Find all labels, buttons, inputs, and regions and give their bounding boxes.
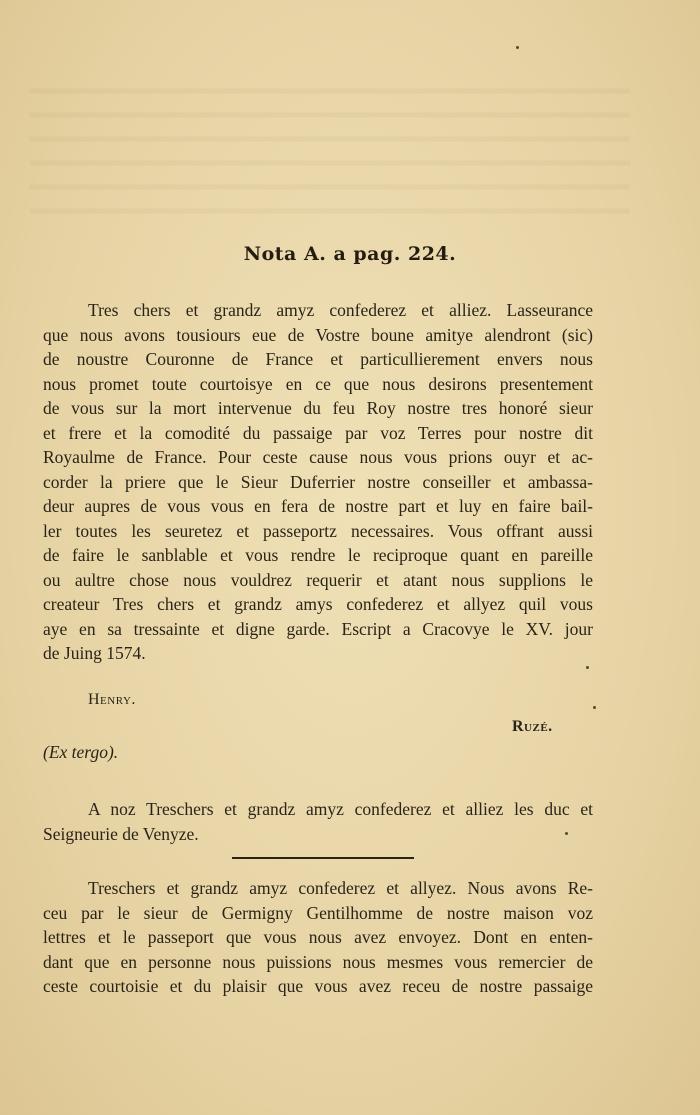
text-line: de faire le sanblable et vous rendre le reciproque quant en pareille: [43, 545, 593, 565]
address-block: [43, 797, 593, 846]
text-line: ceste courtoisie et du plaisir que vous avez receu de nostre passaige: [43, 976, 593, 996]
text-line: lettres et le passeport que vous nous avez envoyez. Dont en enten-: [43, 927, 593, 947]
section-divider: [232, 857, 414, 859]
letter-two: [43, 876, 593, 999]
text-line: corder la priere que le Sieur Duferrier nostre conseiller et ambassa-: [43, 471, 593, 492]
text-line: A noz Treschers et grandz amyz confederez et alliez les duc et: [88, 799, 593, 819]
text-line: deur aupres de vous vous en fera de nostre part et luy en faire bail-: [43, 496, 593, 516]
text-line: ler toutes les seuretez et passeportz necessaires. Vous offrant aussi: [43, 520, 593, 541]
text-line: ou aultre chose nous vouldrez requerir et atant nous supplions le: [43, 569, 593, 590]
text-line: et frere et la comodité du passaige par voz Terres pour nostre dit: [43, 422, 593, 443]
signature-henry: Henry.: [88, 691, 136, 708]
ink-speck: [593, 706, 596, 709]
ex-tergo-text: (Ex tergo).: [43, 742, 119, 762]
text-line: de vous sur la mort intervenue du feu Roy nostre tres honoré sieur: [43, 398, 593, 418]
bleed-through-text: [30, 70, 630, 220]
letter-one: [43, 298, 593, 666]
text-line: que nous avons tousiours eue de Vostre boune amitye alendront (sic): [43, 324, 593, 345]
text-line: createur Tres chers et grandz amys confederez et allyez quil vous: [43, 594, 593, 614]
text-line: Seigneurie de Venyze.: [43, 823, 199, 844]
text-line: Treschers et grandz amyz confederez et allyez. Nous avons Re-: [88, 878, 593, 898]
ink-speck: [516, 46, 519, 49]
text-line: de Juing 1574.: [43, 643, 146, 663]
text-line: dant que en personne nous puissions nous mesmes vous remercier de: [43, 951, 593, 972]
text-line: nous promet toute courtoisye en ce que nous desirons presentement: [43, 373, 593, 394]
ink-speck: [565, 832, 568, 835]
text-line: ceu par le sieur de Germigny Gentilhomme de nostre maison voz: [43, 902, 593, 923]
text-line: de noustre Couronne de France et particullierement envers nous: [43, 349, 593, 369]
page-heading: Nota A. a pag. 224.: [243, 243, 457, 265]
ink-speck: [586, 666, 589, 669]
text-line: Royaulme de France. Pour ceste cause nous vous prions ouyr et ac-: [43, 447, 593, 467]
signature-ruze: Ruzé.: [512, 718, 553, 735]
text-line: aye en sa tressainte et digne garde. Escript a Cracovye le XV. jour: [43, 618, 593, 639]
ex-tergo-note: [43, 742, 118, 763]
text-line: Tres chers et grandz amyz confederez et alliez. Lasseurance: [88, 300, 593, 320]
